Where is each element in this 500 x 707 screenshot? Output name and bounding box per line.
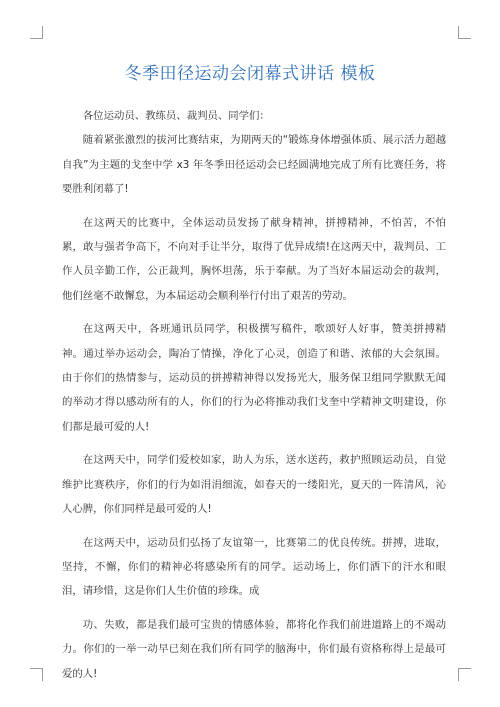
paragraph-3: 在这两天中，各班通讯员同学，积极撰写稿件，歌颂好人好事，赞美拼搏精神。通过举办运动会，陶冶了情操，净化了心灵，创造了和谐、浓郁的大会氛围。由于你们的热情参与，运动员的拼搏精神得以发扬光大，服务保卫组同学默默无闻的举动才得以感动所有的人，你们的行为必将推动我们戈奎中学精神文明建设，你们都是最可爱的人! — [62, 323, 446, 433]
paragraph-5: 在这两天中，运动员们弘扬了友谊第一，比赛第二的优良传统。拼搏，进取，坚持，不懈，你们的精神必将感染所有的同学。运动场上，你们洒下的汗水和眼泪，请珍惜，这是你们人生价值的珍珠。成 — [62, 536, 446, 598]
document-body — [62, 104, 446, 686]
crop-mark-top-right — [458, 26, 471, 39]
paragraph-6: 功、失败，都是我们最可宝贵的情感体验，都将化作我们前进道路上的不竭动力。你们的一举一动早已刻在我们所有同学的脑海中，你们最有资格称得上是最可爱的人! — [62, 618, 446, 680]
paragraph-2: 在这两天的比赛中，全体运动员发扬了献身精神，拼搏精神，不怕苦，不怕累，敢与强者争高下，不向对手让半分，取得了优异成绩!在这两天中，裁判员、工作人员辛勤工作，公正裁判，胸怀坦荡，乐于奉献。为了当好本届运动会的裁判，他们丝毫不敢懈怠，为本届运动会顺利举行付出了艰苦的劳动。 — [62, 216, 446, 302]
paragraph-1: 随着紧张激烈的拔河比赛结束，为期两天的“锻炼身体增强体质、展示活力超越自我”为主题的戈奎中学 x3 年冬季田径运动会已经圆满地完成了所有比赛任务，将要胜利闭幕了! — [62, 134, 446, 196]
document-title: 冬季田径运动会闭幕式讲话 模板 — [124, 64, 376, 84]
salutation: 各位运动员、教练员、裁判员、同学们： — [82, 110, 270, 122]
crop-mark-top-left — [30, 26, 43, 39]
crop-mark-bottom-right — [458, 668, 471, 681]
paragraph-4: 在这两天中，同学们爱校如家，助人为乐，送水送药，救护照顾运动员，自觉维护比赛秩序，你们的行为如涓涓细流，如春天的一缕阳光，夏天的一阵清风，沁人心脾，你们同样是最可爱的人! — [62, 454, 446, 516]
crop-mark-bottom-left — [30, 668, 43, 681]
